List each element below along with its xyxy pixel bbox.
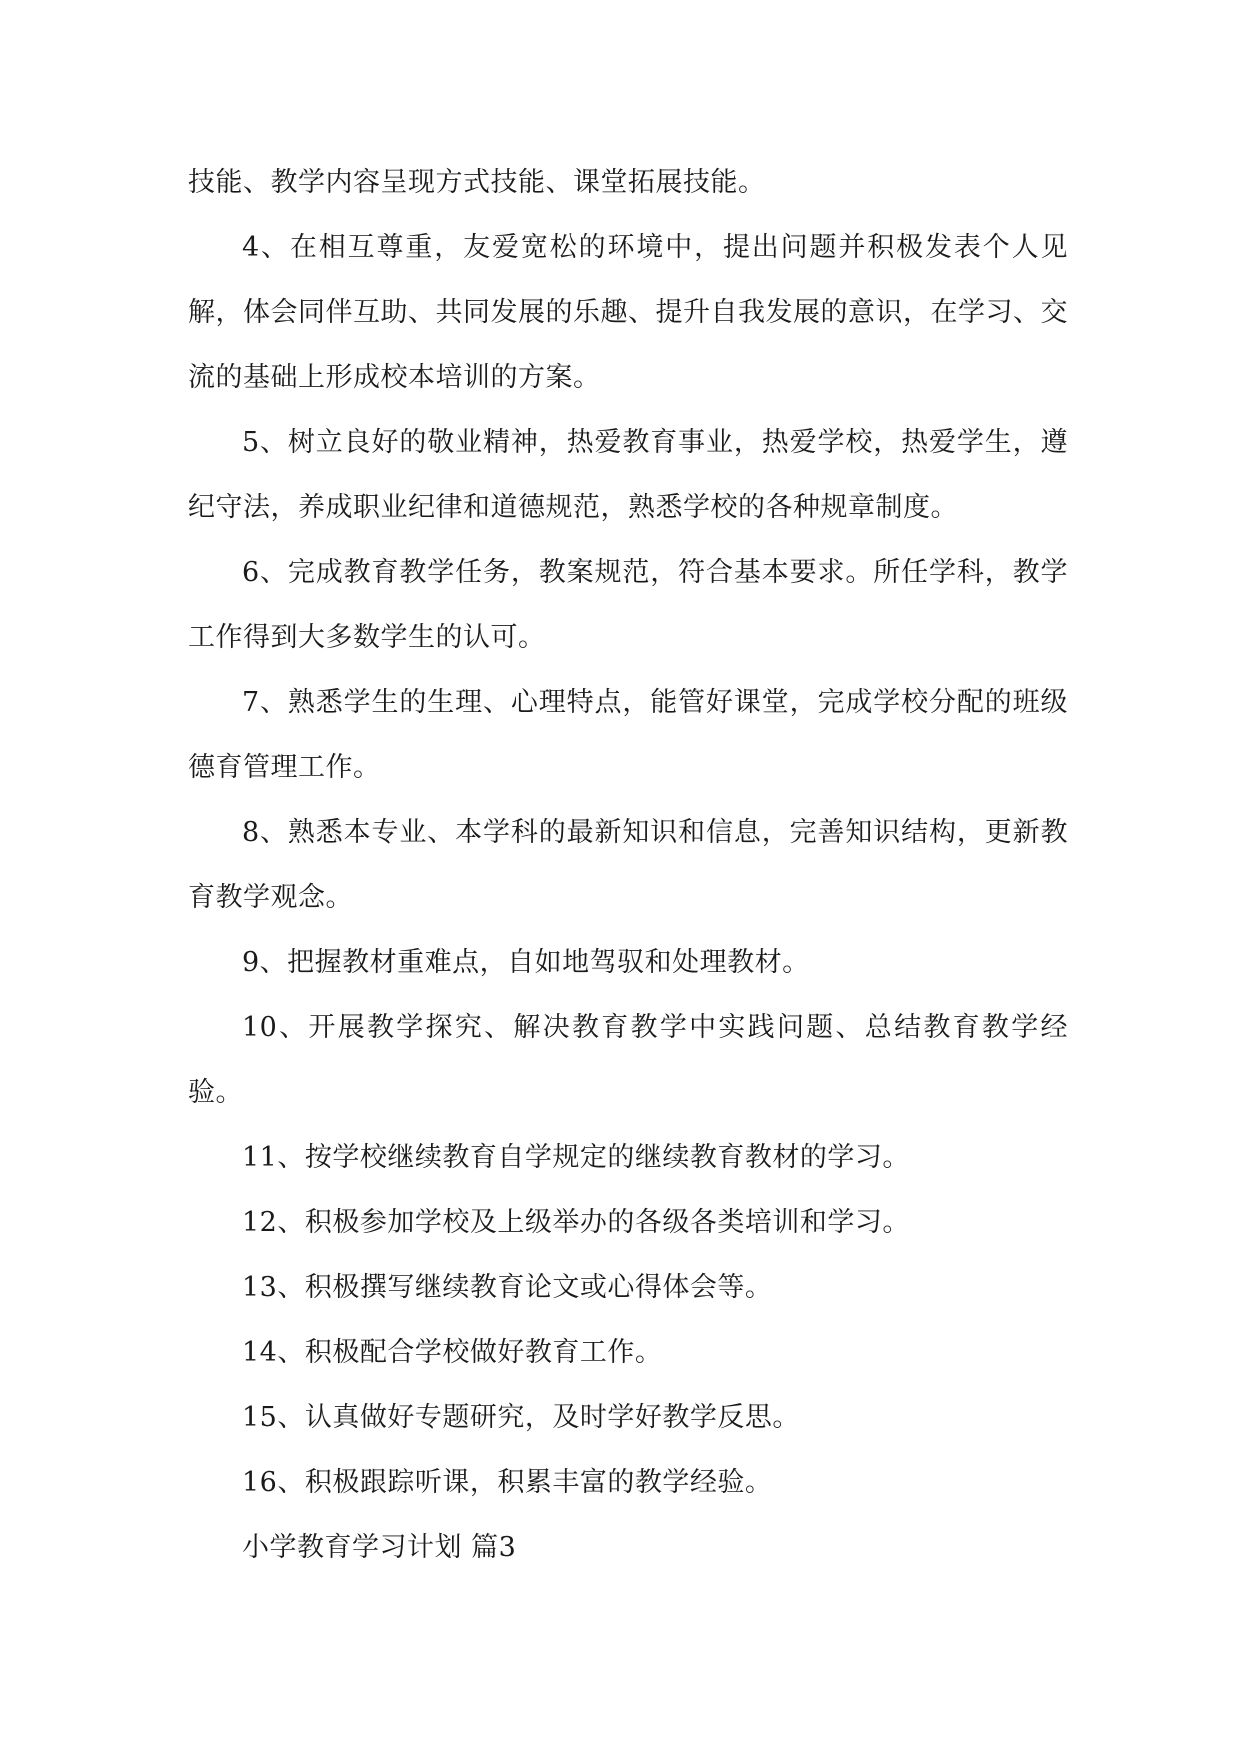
paragraph-item-5: 5、树立良好的敬业精神，热爱教育事业，热爱学校，热爱学生，遵纪守法，养成职业纪律和道德规范，熟悉学校的各种规章制度。 (188, 427, 1068, 523)
paragraph-item-10: 10、开展教学探究、解决教育教学中实践问题、总结教育教学经验。 (188, 1012, 1068, 1108)
paragraph-item-6: 6、完成教育教学任务，教案规范，符合基本要求。所任学科，教学工作得到大多数学生的认可。 (188, 557, 1068, 653)
paragraph-item-8: 8、熟悉本专业、本学科的最新知识和信息，完善知识结构，更新教育教学观念。 (188, 817, 1068, 913)
paragraph-item-9: 9、把握教材重难点，自如地驾驭和处理教材。 (242, 947, 810, 978)
paragraph-continuation: 技能、教学内容呈现方式技能、课堂拓展技能。 (188, 167, 766, 198)
paragraph-item-7: 7、熟悉学生的生理、心理特点，能管好课堂，完成学校分配的班级德育管理工作。 (188, 687, 1068, 783)
paragraph-item-14: 14、积极配合学校做好教育工作。 (242, 1337, 663, 1368)
document-body (188, 150, 1068, 1580)
paragraph-item-16: 16、积极跟踪听课，积累丰富的教学经验。 (242, 1467, 773, 1498)
paragraph-item-4: 4、在相互尊重，友爱宽松的环境中，提出问题并积极发表个人见解，体会同伴互助、共同发展的乐趣、提升自我发展的意识，在学习、交流的基础上形成校本培训的方案。 (188, 232, 1068, 393)
paragraph-item-15: 15、认真做好专题研究，及时学好教学反思。 (242, 1402, 800, 1433)
section-heading: 小学教育学习计划 篇3 (242, 1532, 517, 1563)
paragraph-item-11: 11、按学校继续教育自学规定的继续教育教材的学习。 (242, 1142, 910, 1173)
paragraph-item-13: 13、积极撰写继续教育论文或心得体会等。 (242, 1272, 773, 1303)
paragraph-item-12: 12、积极参加学校及上级举办的各级各类培训和学习。 (242, 1207, 910, 1238)
